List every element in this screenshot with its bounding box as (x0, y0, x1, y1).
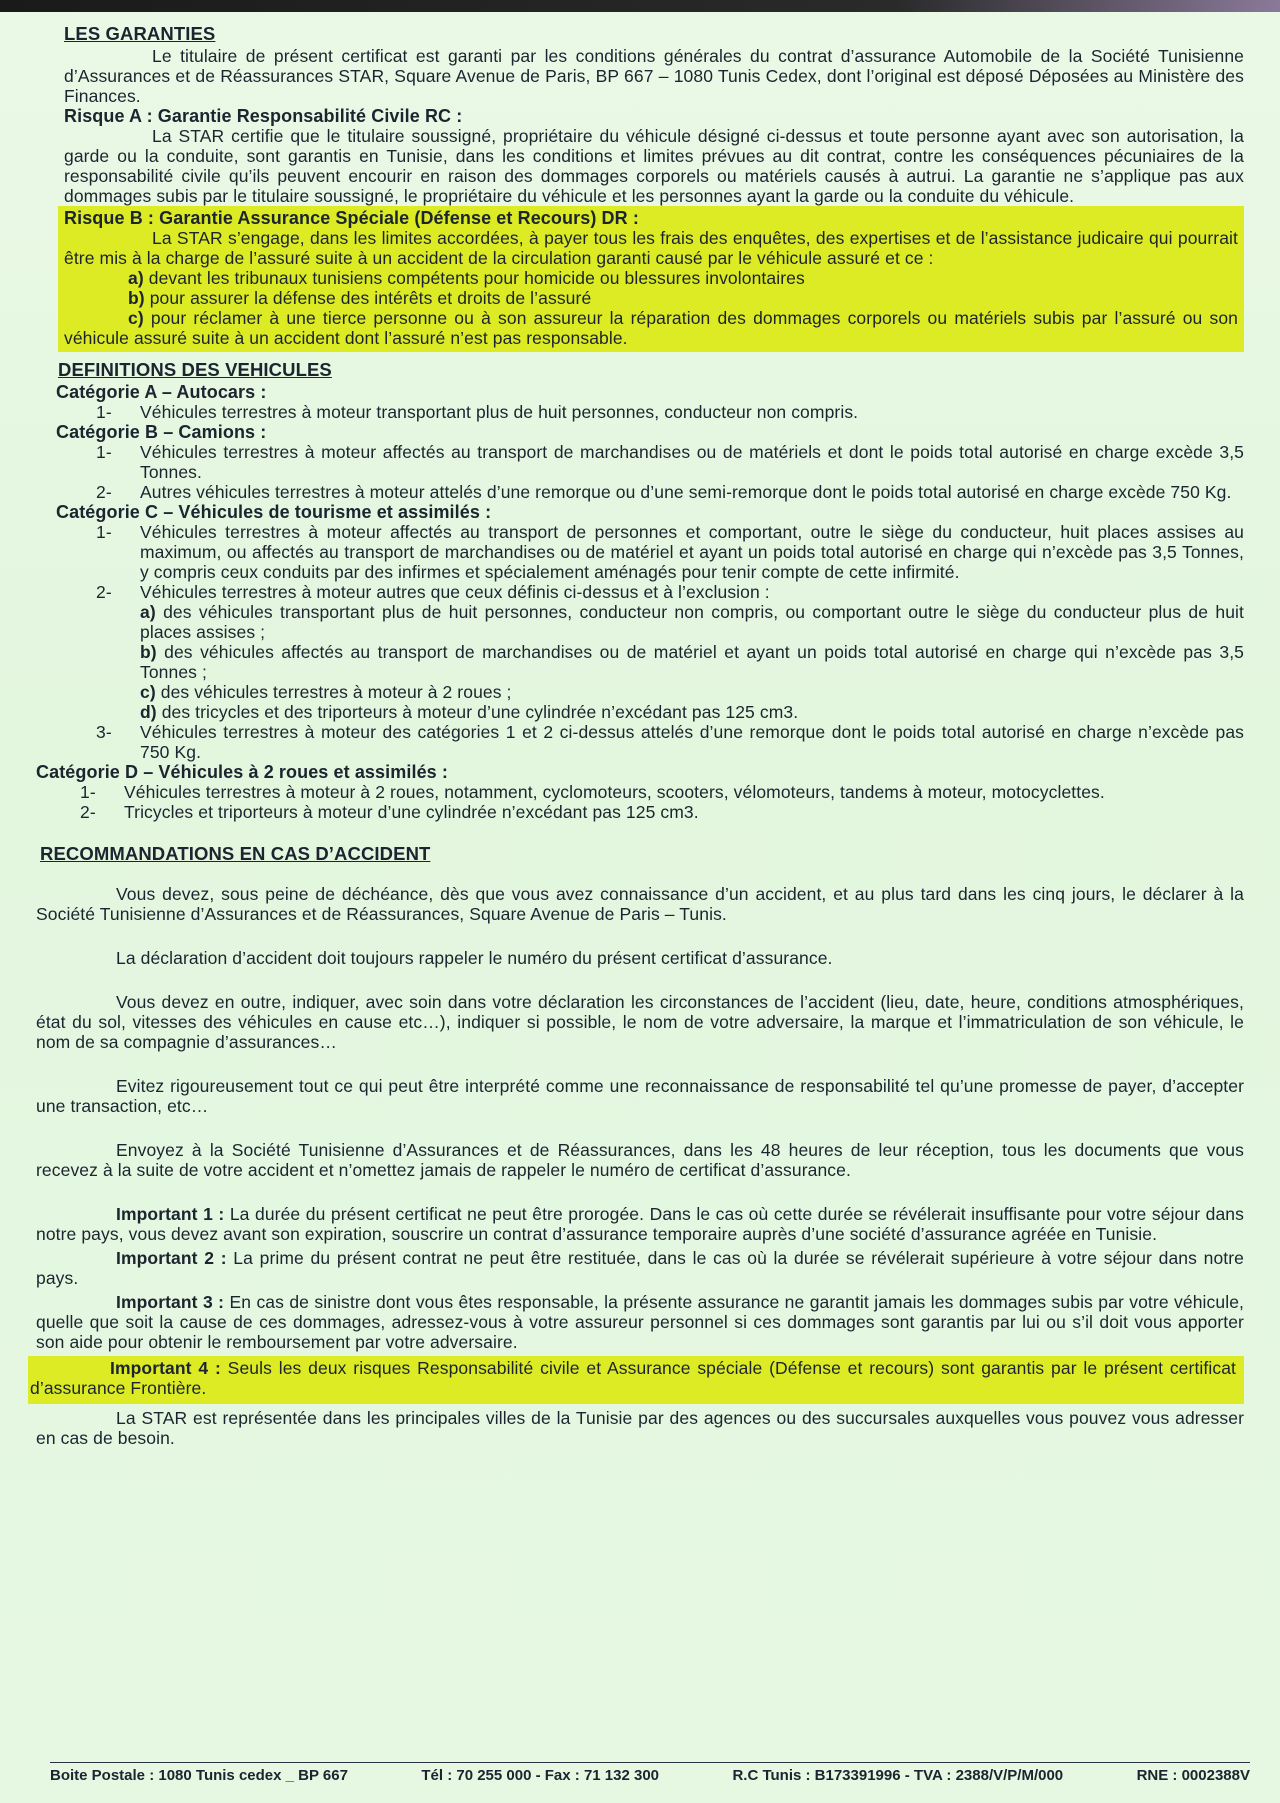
risque-a-title: Risque A : Garantie Responsabilité Civile RC : (64, 106, 463, 126)
category-a-title: Catégorie A – Autocars : (56, 382, 267, 402)
list-item: 2- Autres véhicules terrestres à moteur attelés d’une remorque ou d’une semi-remorque dont le poids total autorisé en charge excède 750 Kg. (96, 482, 1232, 502)
list-item: 1- Véhicules terrestres à moteur transportant plus de huit personnes, conducteur non compris. (96, 402, 859, 422)
section-title-definitions: DEFINITIONS DES VEHICULES (58, 359, 332, 380)
paragraph: Evitez rigoureusement tout ce qui peut être interprété comme une reconnaissance de responsabilité tel qu’une promesse de payer, d’accepter une transaction, etc… (36, 1076, 1244, 1116)
sub-item: d) des tricycles et des triporteurs à moteur d’une cylindrée n’excédant pas 125 cm3. (140, 702, 799, 722)
section-title-recommandations: RECOMMANDATIONS EN CAS D’ACCIDENT (40, 843, 431, 864)
important-note: Important 1 : La durée du présent certificat ne peut être prorogée. Dans le cas où cette durée se révélerait insuffisante pour votre séjour dans notre pays, vous devez avant son expiration, souscrire un contrat d’assurance temporaire auprès d’une société d’assurance agréée en Tunisie. (36, 1204, 1244, 1244)
garanties-intro: Le titulaire de présent certificat est garanti par les conditions générales du contrat d’assurance Automobile de la Société Tunisienne d’Assurances et de Réassurances STAR, Square Avenue de Paris, BP 667 – 1080 Tunis Cedex, dont l’original est déposé Déposées au Ministère des Finances. (64, 46, 1244, 106)
risque-b-item: c) pour réclamer à une tierce personne ou à son assureur la réparation des dommages corporels ou matériels subis par l’assuré ou son véhicule assuré suite à un accident dont l’assuré n’est pas responsable. (64, 308, 1238, 348)
important-note: Important 3 : En cas de sinistre dont vous êtes responsable, la présente assurance ne garantit jamais les dommages subis par votre véhicule, quelle que soit la cause de ces dommages, adressez-vous à votre assureur personnel si ces dommages sont garantis par lui ou s’il doit vous apporter son aide pour obtenir le remboursement par votre adversaire. (36, 1292, 1244, 1352)
paragraph: Vous devez, sous peine de déchéance, dès que vous avez connaissance d’un accident, et au plus tard dans les cinq jours, le déclarer à la Société Tunisienne d’Assurances et de Réassurances, Square Avenue de Paris – Tunis. (36, 884, 1244, 924)
footer-postal: Boite Postale : 1080 Tunis cedex _ BP 667 (50, 1767, 348, 1784)
category-b-title: Catégorie B – Camions : (56, 422, 267, 442)
risque-b-text: La STAR s’engage, dans les limites accordées, à payer tous les frais des enquêtes, des expertises et de l’assistance judicaire qui pourrait être mis à la charge de l’assuré suite à un accident de la circulation garanti causé par le véhicule assuré et ce : (64, 228, 1238, 268)
important-note-highlighted: Important 4 : Seuls les deux risques Responsabilité civile et Assurance spéciale (Défense et recours) sont garantis par le présent certificat d’assurance Frontière. (28, 1356, 1244, 1404)
footer-phone: Tél : 70 255 000 - Fax : 71 132 300 (421, 1767, 660, 1784)
risque-b-title: Risque B : Garantie Assurance Spéciale (Défense et Recours) DR : (64, 208, 639, 228)
document-content (30, 20, 1244, 1472)
closing-paragraph: La STAR est représentée dans les principales villes de la Tunisie par des agences ou des succursales auxquelles vous pouvez vous adresser en cas de besoin. (36, 1408, 1244, 1448)
list-item: 3- Véhicules terrestres à moteur des catégories 1 et 2 ci-dessus attelés d’une remorque dont le poids total autorisé en charge n’excède pas 750 Kg. (96, 722, 1244, 762)
sub-item: a) des véhicules transportant plus de huit personnes, conducteur non compris, ou comportant outre le siège du conducteur plus de huit places assises ; (140, 602, 1244, 642)
risque-b-item: b) pour assurer la défense des intérêts et droits de l’assuré (128, 288, 592, 308)
paragraph: Envoyez à la Société Tunisienne d’Assurances et de Réassurances, dans les 48 heures de leur réception, tous les documents que vous recevez à la suite de votre accident et n’omettez jamais de rappeler le numéro de certificat d’assurance. (36, 1140, 1244, 1180)
risque-b-highlight (58, 206, 1244, 352)
list-item: 2- Tricycles et triporteurs à moteur d’une cylindrée n’excédant pas 125 cm3. (80, 802, 699, 822)
list-item: 1- Véhicules terrestres à moteur à 2 roues, notamment, cyclomoteurs, scooters, vélomoteurs, tandems à moteur, motocyclettes. (80, 782, 1105, 802)
category-c-title: Catégorie C – Véhicules de tourisme et assimilés : (56, 502, 492, 522)
risque-b-item: a) devant les tribunaux tunisiens compétents pour homicide ou blessures involontaires (128, 268, 805, 288)
paragraph: Vous devez en outre, indiquer, avec soin dans votre déclaration les circonstances de l’accident (lieu, date, heure, conditions atmosphériques, état du sol, vitesses des véhicules en cause etc…), indiquer si possible, le nom de votre adversaire, la marque et l’immatriculation de son véhicule, le nom de sa compagnie d’assurances… (36, 992, 1244, 1052)
section-title-garanties: LES GARANTIES (64, 23, 216, 44)
recommandations-body (30, 884, 1244, 1448)
sub-item: b) des véhicules affectés au transport de marchandises ou de matériel et ayant un poids total autorisé en charge qui n’excède pas 3,5 Tonnes ; (140, 642, 1244, 682)
sub-item: c) des véhicules terrestres à moteur à 2 roues ; (140, 682, 512, 702)
list-item: 2- Véhicules terrestres à moteur autres que ceux définis ci-dessus et à l’exclusion : a) des véhicules transportant plus de huit personnes, conducteur non compris, ou comportant outre le siège du conducteur plus de huit places assises ; b) des véhicules affectés au transport de marchandises ou de matériel et ayant un poids total autorisé en charge qui n’excède pas 3,5 Tonnes ; c) des véhicules terrestres à moteur à 2 roues ; d) des tricycles et des triporteurs à moteur d’une cylindrée n’excédant pas 125 cm3. (96, 582, 1244, 722)
important-note: Important 2 : La prime du présent contrat ne peut être restituée, dans le cas où la durée se révélerait supérieure à votre séjour dans notre pays. (36, 1248, 1244, 1288)
list-item: 1- Véhicules terrestres à moteur affectés au transport de personnes et comportant, outre le siège du conducteur, huit places assises au maximum, ou affectés au transport de marchandises ou de matériel et ayant un poids total autorisé en charge qui n’excède pas 3,5 Tonnes, y compris ceux conduits par des infirmes et spécialement aménagés pour tenir compte de cette infirmité. (96, 522, 1244, 582)
top-edge-shadow (0, 0, 1280, 12)
footer (50, 1762, 1250, 1784)
list-item: 1- Véhicules terrestres à moteur affectés au transport de marchandises ou de matériels et dont le poids total autorisé en charge excède 3,5 Tonnes. (96, 442, 1244, 482)
footer-rc: R.C Tunis : B173391996 - TVA : 2388/V/P/M/000 (732, 1767, 1064, 1784)
footer-rne: RNE : 0002388V (1136, 1767, 1250, 1784)
paragraph: La déclaration d’accident doit toujours rappeler le numéro du présent certificat d’assurance. (116, 948, 833, 968)
risque-a-text: La STAR certifie que le titulaire soussigné, propriétaire du véhicule désigné ci-dessus et toute personne ayant avec son autorisation, la garde ou la conduite, sont garantis en Tunisie, dans les conditions et limites prévues au dit contrat, contre les conséquences pécuniaires de la responsabilité civile qu’ils peuvent encourir en raison des dommages corporels ou matériels causés à autrui. La garantie ne s’applique pas aux dommages subis par le titulaire soussigné, le propriétaire du véhicule et les personnes ayant la garde ou la conduite du véhicule. (64, 126, 1244, 206)
category-d-title: Catégorie D – Véhicules à 2 roues et assimilés : (36, 762, 448, 782)
document-page (0, 12, 1280, 1803)
